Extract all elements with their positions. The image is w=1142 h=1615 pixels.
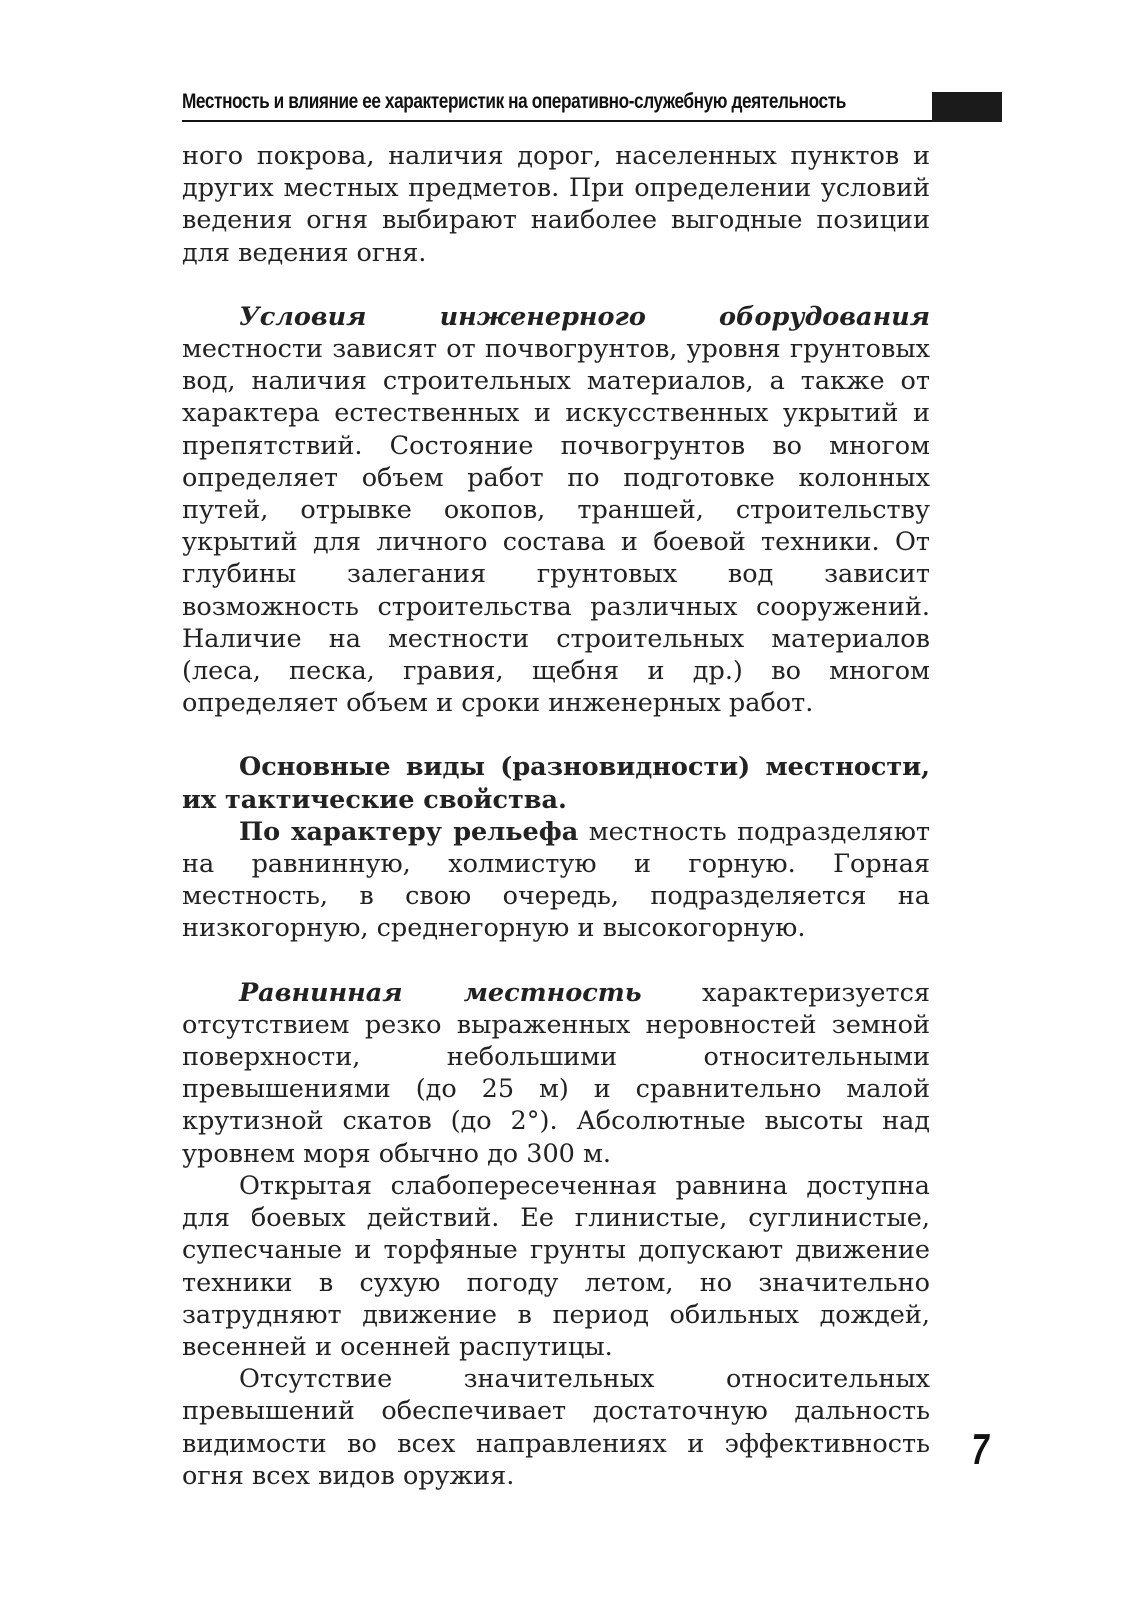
paragraph-plain: [182, 977, 930, 1170]
paragraph-continuation: ного покрова, наличия дорог, населенных пунктов и других местных предметов. При определении условий ведения огня выбирают наиболее выгодные позиции для ведения огня.: [182, 141, 930, 268]
paragraph-relief-body: местность подразделяют на равнинную, холмистую и горную. Горная местность, в свою очередь, подразделяется на низкогорную, среднегорную и высокогорную.: [182, 816, 930, 944]
running-header: [182, 88, 1032, 124]
term-plain: Равнинная местность: [239, 977, 642, 1008]
paragraph-visibility: Отсутствие значительных относительных превышений обеспечивает достаточную дальность видимости во всех направлениях и эффективность огня всех видов оружия.: [182, 1364, 930, 1491]
term-engineering: Условия инженерного оборудования: [239, 301, 930, 332]
section-heading: Основные виды (разновидности) местности, их тактические свойства.: [182, 752, 930, 815]
page-body: [182, 140, 930, 1492]
paragraph-open-plain: Открытая слабопересеченная равнина доступна для боевых действий. Ее глинистые, суглинистые, супесчаные и торфяные грунты допускают движение техники в сухую погоду летом, но значительно затрудняют движение в период обильных дождей, весенней и осенней распутицы.: [182, 1170, 930, 1362]
header-rule: [182, 120, 982, 122]
term-relief: По характеру рельефа: [239, 816, 579, 847]
spacer: [182, 719, 930, 751]
paragraph-relief: [182, 816, 930, 945]
page-number: 7: [971, 1425, 989, 1474]
header-black-block: [932, 92, 1002, 122]
paragraph-engineering: [182, 301, 930, 720]
running-title: Местность и влияние ее характеристик на оперативно-служебную деятельность: [182, 90, 846, 113]
spacer: [182, 269, 930, 301]
paragraph-engineering-body: местности зависят от почвогрунтов, уровня грунтовых вод, наличия строительных материалов, а также от характера естественных и искусственных укрытий и препятствий. Состояние почвогрунтов во многом определяет объем работ по подготовке колонных путей, отрывке окопов, траншей, строительству укрытий для личного состава и боевой техники. От глубины залегания грунтовых вод зависит возможность строительства различных сооружений. Наличие на местности строительных материалов (леса, песка, гравия, щебня и др.) во многом определяет объем и сроки инженерных работ.: [182, 334, 930, 719]
spacer: [182, 945, 930, 977]
paragraph-plain-body: характеризуется отсутствием резко выраженных неровностей земной поверхности, небольшими относительными превышениями (до 25 м) и сравнительно малой крутизной скатов (до 2°). Абсолютные высоты над уровнем моря обычно до 300 м.: [182, 977, 930, 1169]
